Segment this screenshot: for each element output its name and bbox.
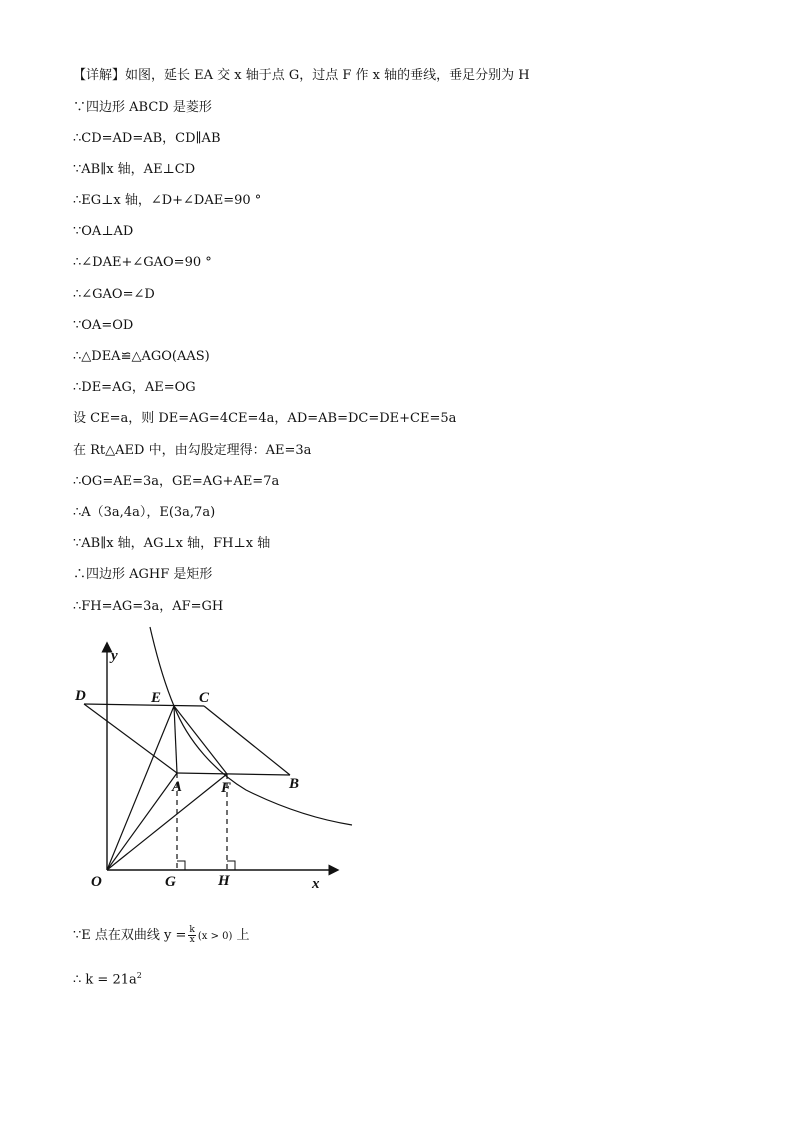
hyperbola-line-prefix: ∵E 点在双曲线 y = [73,928,187,943]
right-angle-mark-h [227,861,235,870]
label-y: y [111,648,118,664]
geometry-figure [66,622,366,904]
text-line-15: ∴A（3a,4a），E(3a,7a) [73,505,216,520]
text-line-14: ∴OG=AE=3a，GE=AG+AE=7a [73,474,280,489]
fraction-denominator: x [189,935,195,945]
text-line-9: ∵OA=OD [73,318,134,333]
text-line-3: ∴CD=AD=AB，CD∥AB [73,131,221,146]
label-o: O [91,874,102,890]
hyperbola-condition: (x > 0) [197,931,233,942]
fraction-k-over-x [188,926,195,945]
text-line-18: ∴FH=AG=3a，AF=GH [73,599,224,614]
text-line-7: ∴∠DAE+∠GAO=90 ° [73,255,212,270]
hyperbola-line-suffix: 上 [232,928,250,943]
segment-dc [84,704,204,706]
segment-oe [107,706,174,870]
label-f: F [221,780,232,796]
geometry-diagram [66,622,366,904]
k-result-exponent: 2 [136,971,142,980]
text-line-13: 在 Rt△AED 中，由勾股定理得：AE=3a [73,443,312,458]
segment-oa [107,773,177,870]
k-result-text: ∴ k = 21a [73,972,137,988]
text-line-10: ∴△DEA≌△AGO(AAS) [73,349,210,364]
text-line-12: 设 CE=a，则 DE=AG=4CE=4a，AD=AB=DC=DE+CE=5a [73,411,457,426]
text-line-11: ∴DE=AG，AE=OG [73,380,196,395]
segment-ef [174,706,227,774]
segment-da [84,704,177,773]
text-line-5: ∴EG⊥x 轴，∠D+∠DAE=90 ° [73,193,262,208]
segment-cb [204,706,290,775]
hyperbola-curve [150,627,352,825]
hyperbola-line [73,926,250,945]
segment-of [107,774,227,870]
label-a: A [172,779,183,795]
label-x: x [312,876,320,892]
text-line-17: ∴四边形 AGHF 是矩形 [73,567,213,582]
label-e: E [151,690,162,706]
label-b: B [289,776,300,792]
right-angle-mark-g [177,861,185,870]
k-result-line [73,968,142,988]
label-c: C [199,690,210,706]
text-line-4: ∵AB∥x 轴，AE⊥CD [73,162,196,177]
label-g: G [165,874,176,890]
text-line-1: 【详解】如图，延长 EA 交 x 轴于点 G，过点 F 作 x 轴的垂线，垂足分别为 H [73,68,530,83]
label-d: D [75,688,86,704]
text-line-6: ∵OA⊥AD [73,224,134,239]
text-line-16: ∵AB∥x 轴，AG⊥x 轴，FH⊥x 轴 [73,536,271,551]
text-line-8: ∴∠GAO=∠D [73,287,155,302]
label-h: H [218,873,230,889]
fraction-numerator: k [189,925,195,935]
text-line-2: ∵四边形 ABCD 是菱形 [73,100,212,115]
segment-ab [177,773,290,775]
segment-ea [174,706,177,773]
